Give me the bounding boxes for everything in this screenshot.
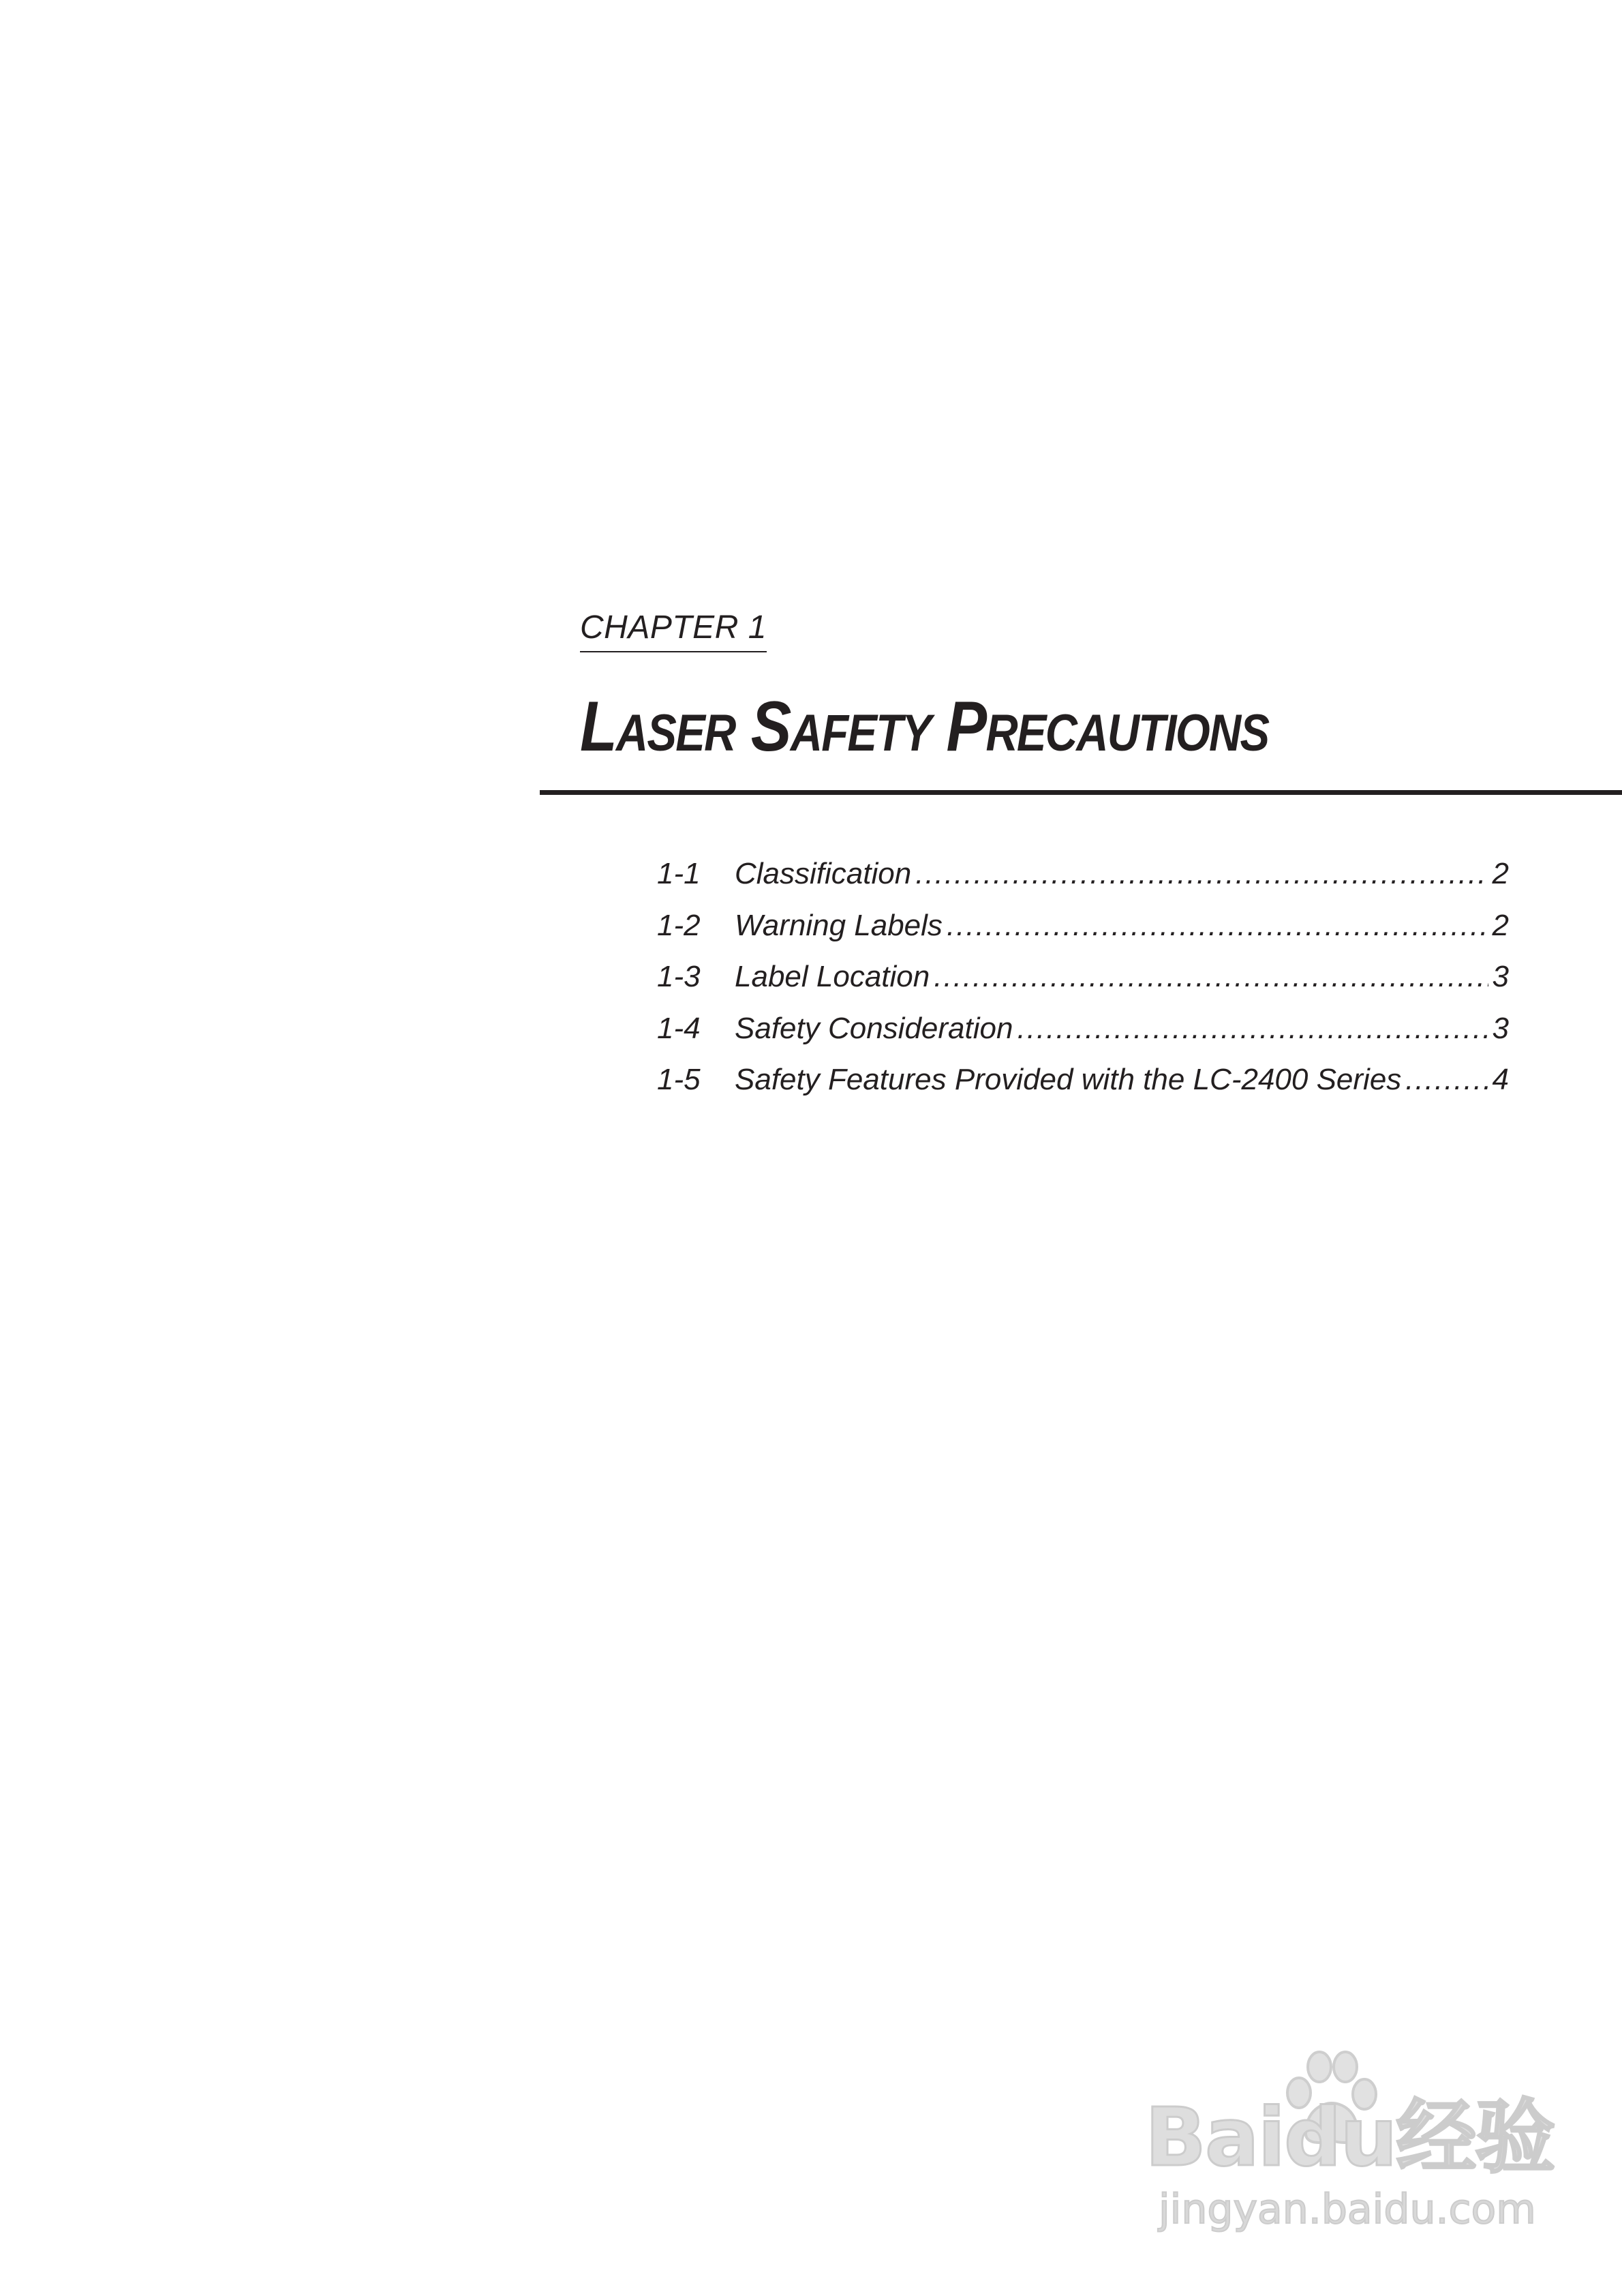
toc-dot-leader	[1017, 1008, 1488, 1049]
title-rest: AFETY	[790, 704, 931, 762]
brand-right: du	[1284, 2090, 1396, 2184]
toc-entry[interactable]	[657, 1059, 1509, 1111]
toc-entry[interactable]	[657, 854, 1509, 905]
title-initial: P	[946, 687, 986, 766]
toc-section-number: 1-4	[657, 1011, 701, 1045]
toc-entry[interactable]	[657, 905, 1509, 957]
baidu-watermark	[1145, 2045, 1555, 2243]
title-divider	[540, 790, 1622, 795]
toc-section-number: 1-1	[657, 857, 701, 890]
toc-page-number: 3	[1492, 960, 1509, 993]
toc-section-title: Safety Consideration	[735, 1011, 1013, 1045]
toc-section-number: 1-5	[657, 1063, 701, 1096]
toc-page-number: 2	[1492, 857, 1509, 890]
table-of-contents	[657, 854, 1509, 1111]
toc-page-number: 4	[1492, 1063, 1509, 1096]
toc-section-title: Safety Features Provided with the LC-2400 Series	[735, 1063, 1402, 1096]
chapter-title	[580, 686, 1268, 774]
toc-section-number: 1-2	[657, 908, 701, 942]
toc-section-title: Warning Labels	[735, 908, 943, 942]
toc-section-title: Label Location	[735, 960, 930, 993]
watermark-url: jingyan.baidu.com	[1159, 2186, 1536, 2233]
brand-left: Bai	[1145, 2090, 1285, 2184]
title-initial: S	[750, 687, 791, 766]
toc-dot-leader	[934, 956, 1488, 997]
title-rest: ASER	[615, 704, 735, 762]
toc-page-number: 2	[1492, 908, 1509, 942]
chapter-label: CHAPTER 1	[580, 609, 767, 652]
toc-dot-leader	[1405, 1059, 1488, 1100]
toc-entry[interactable]	[657, 956, 1509, 1008]
toc-entry[interactable]	[657, 1008, 1509, 1060]
toc-section-title: Classification	[735, 857, 912, 890]
brand-cn: 经验	[1396, 2090, 1555, 2184]
toc-dot-leader	[947, 905, 1488, 946]
watermark-brand	[1145, 2090, 1555, 2184]
title-word	[751, 687, 931, 766]
title-word	[580, 687, 735, 766]
toc-dot-leader	[915, 854, 1488, 894]
toc-page-number: 3	[1492, 1011, 1509, 1045]
title-initial: L	[580, 687, 616, 766]
title-word	[947, 687, 1269, 766]
toc-section-number: 1-3	[657, 960, 701, 993]
title-rest: RECAUTIONS	[985, 704, 1269, 762]
